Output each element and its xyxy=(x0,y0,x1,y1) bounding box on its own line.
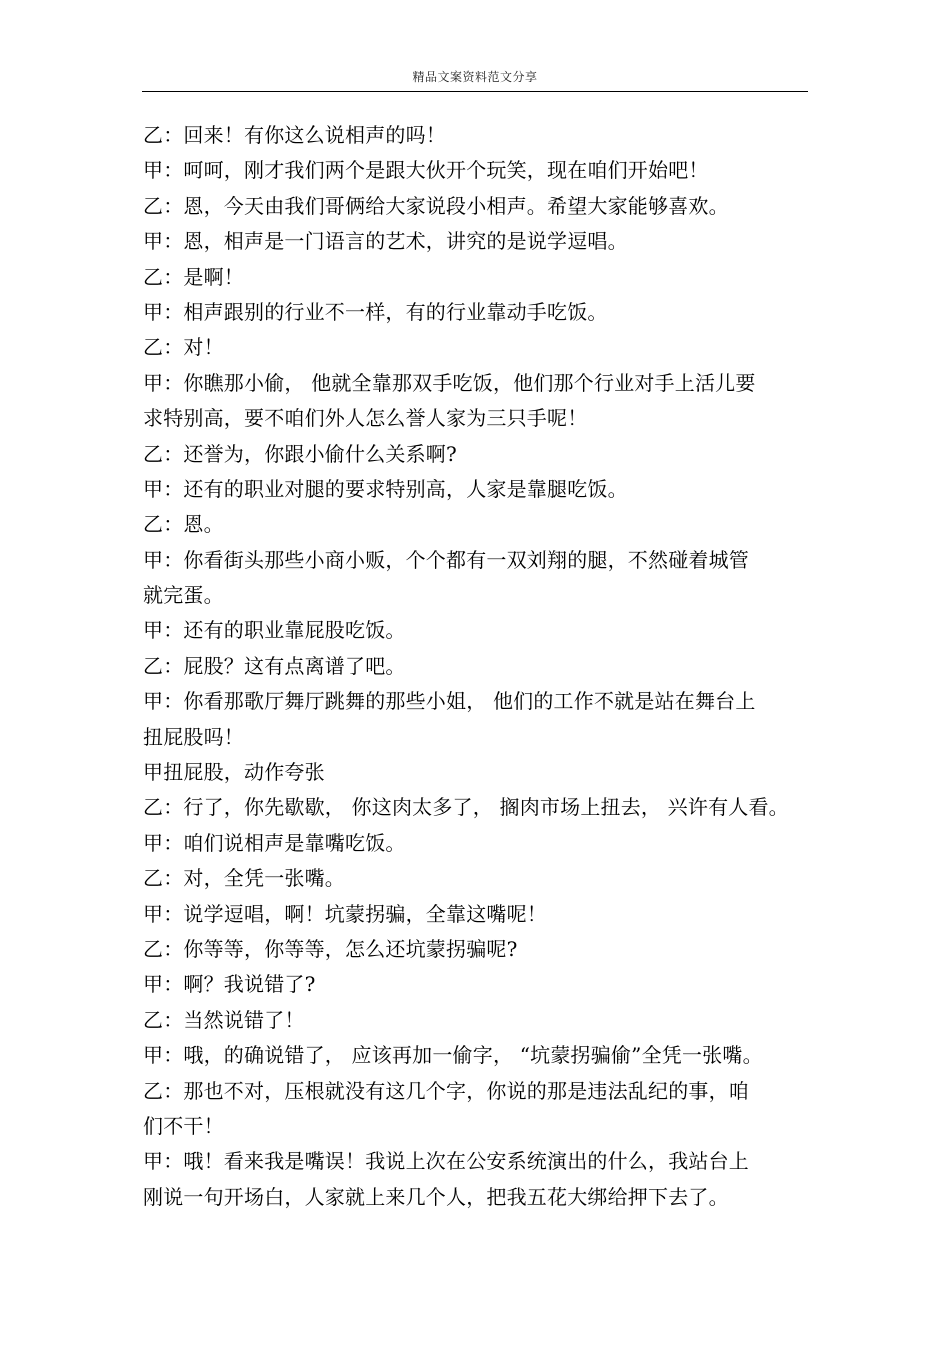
dialogue-line: 甲：相声跟别的行业不一样，有的行业靠动手吃饭。 xyxy=(143,299,608,324)
dialogue-line: 甲：说学逗唱，啊！坑蒙拐骗，全靠这嘴呢！ xyxy=(143,901,547,926)
dialogue-line: 乙：行了，你先歇歇， 你这肉太多了， 搁肉市场上扭去， 兴许有人看。 xyxy=(143,795,789,820)
dialogue-line: 甲：哦！看来我是嘴误！我说上次在公安系统演出的什么，我站台上 xyxy=(143,1149,749,1174)
dialogue-line: 乙：对，全凭一张嘴。 xyxy=(143,866,345,891)
dialogue-line: 甲：你看街头那些小商小贩，个个都有一双刘翔的腿，不然碰着城管 xyxy=(143,547,749,572)
dialogue-line: 求特别高，要不咱们外人怎么誉人家为三只手呢！ xyxy=(143,406,588,431)
document-body xyxy=(143,118,803,1215)
dialogue-line: 刚说一句开场白，人家就上来几个人，把我五花大绑给押下去了。 xyxy=(143,1184,729,1209)
dialogue-line: 乙：当然说错了！ xyxy=(143,1007,305,1032)
dialogue-line: 乙：那也不对，压根就没有这几个字，你说的那是违法乱纪的事，咱 xyxy=(143,1078,749,1103)
dialogue-line: 乙：恩，今天由我们哥俩给大家说段小相声。希望大家能够喜欢。 xyxy=(143,193,729,218)
dialogue-line: 甲：还有的职业靠屁股吃饭。 xyxy=(143,618,406,643)
dialogue-line: 甲：恩，相声是一门语言的艺术，讲究的是说学逗唱。 xyxy=(143,229,628,254)
dialogue-line: 甲：还有的职业对腿的要求特别高，人家是靠腿吃饭。 xyxy=(143,476,628,501)
dialogue-line: 乙：屁股？这有点离谱了吧。 xyxy=(143,653,406,678)
dialogue-line: 甲：哦，的确说错了， 应该再加一偷字， “坑蒙拐骗偷”全凭一张嘴。 xyxy=(143,1043,763,1068)
dialogue-line: 乙：你等等，你等等，怎么还坑蒙拐骗呢? xyxy=(143,936,518,961)
dialogue-line: 乙：是啊！ xyxy=(143,264,244,289)
dialogue-line: 甲扭屁股，动作夸张 xyxy=(143,760,325,785)
dialogue-line: 甲：咱们说相声是靠嘴吃饭。 xyxy=(143,830,406,855)
dialogue-line: 甲：啊？我说错了? xyxy=(143,972,316,997)
dialogue-line: 乙：回来！有你这么说相声的吗！ xyxy=(143,123,446,147)
header-title: 精品文案资料范文分享 xyxy=(412,70,538,84)
dialogue-line: 甲：你瞧那小偷， 他就全靠那双手吃饭，他们那个行业对手上活儿要 xyxy=(143,370,756,395)
dialogue-line: 乙：恩。 xyxy=(143,512,224,537)
dialogue-line: 乙：对！ xyxy=(143,335,224,360)
dialogue-line: 扭屁股吗！ xyxy=(143,724,244,749)
page-header xyxy=(142,66,808,92)
dialogue-line: 就完蛋。 xyxy=(143,583,224,608)
dialogue-line: 甲：呵呵，刚才我们两个是跟大伙开个玩笑，现在咱们开始吧！ xyxy=(143,158,709,183)
dialogue-line: 们不干！ xyxy=(143,1113,224,1138)
dialogue-line: 甲：你看那歌厅舞厅跳舞的那些小姐， 他们的工作不就是站在舞台上 xyxy=(143,689,756,714)
dialogue-line: 乙：还誉为，你跟小偷什么关系啊? xyxy=(143,441,457,466)
